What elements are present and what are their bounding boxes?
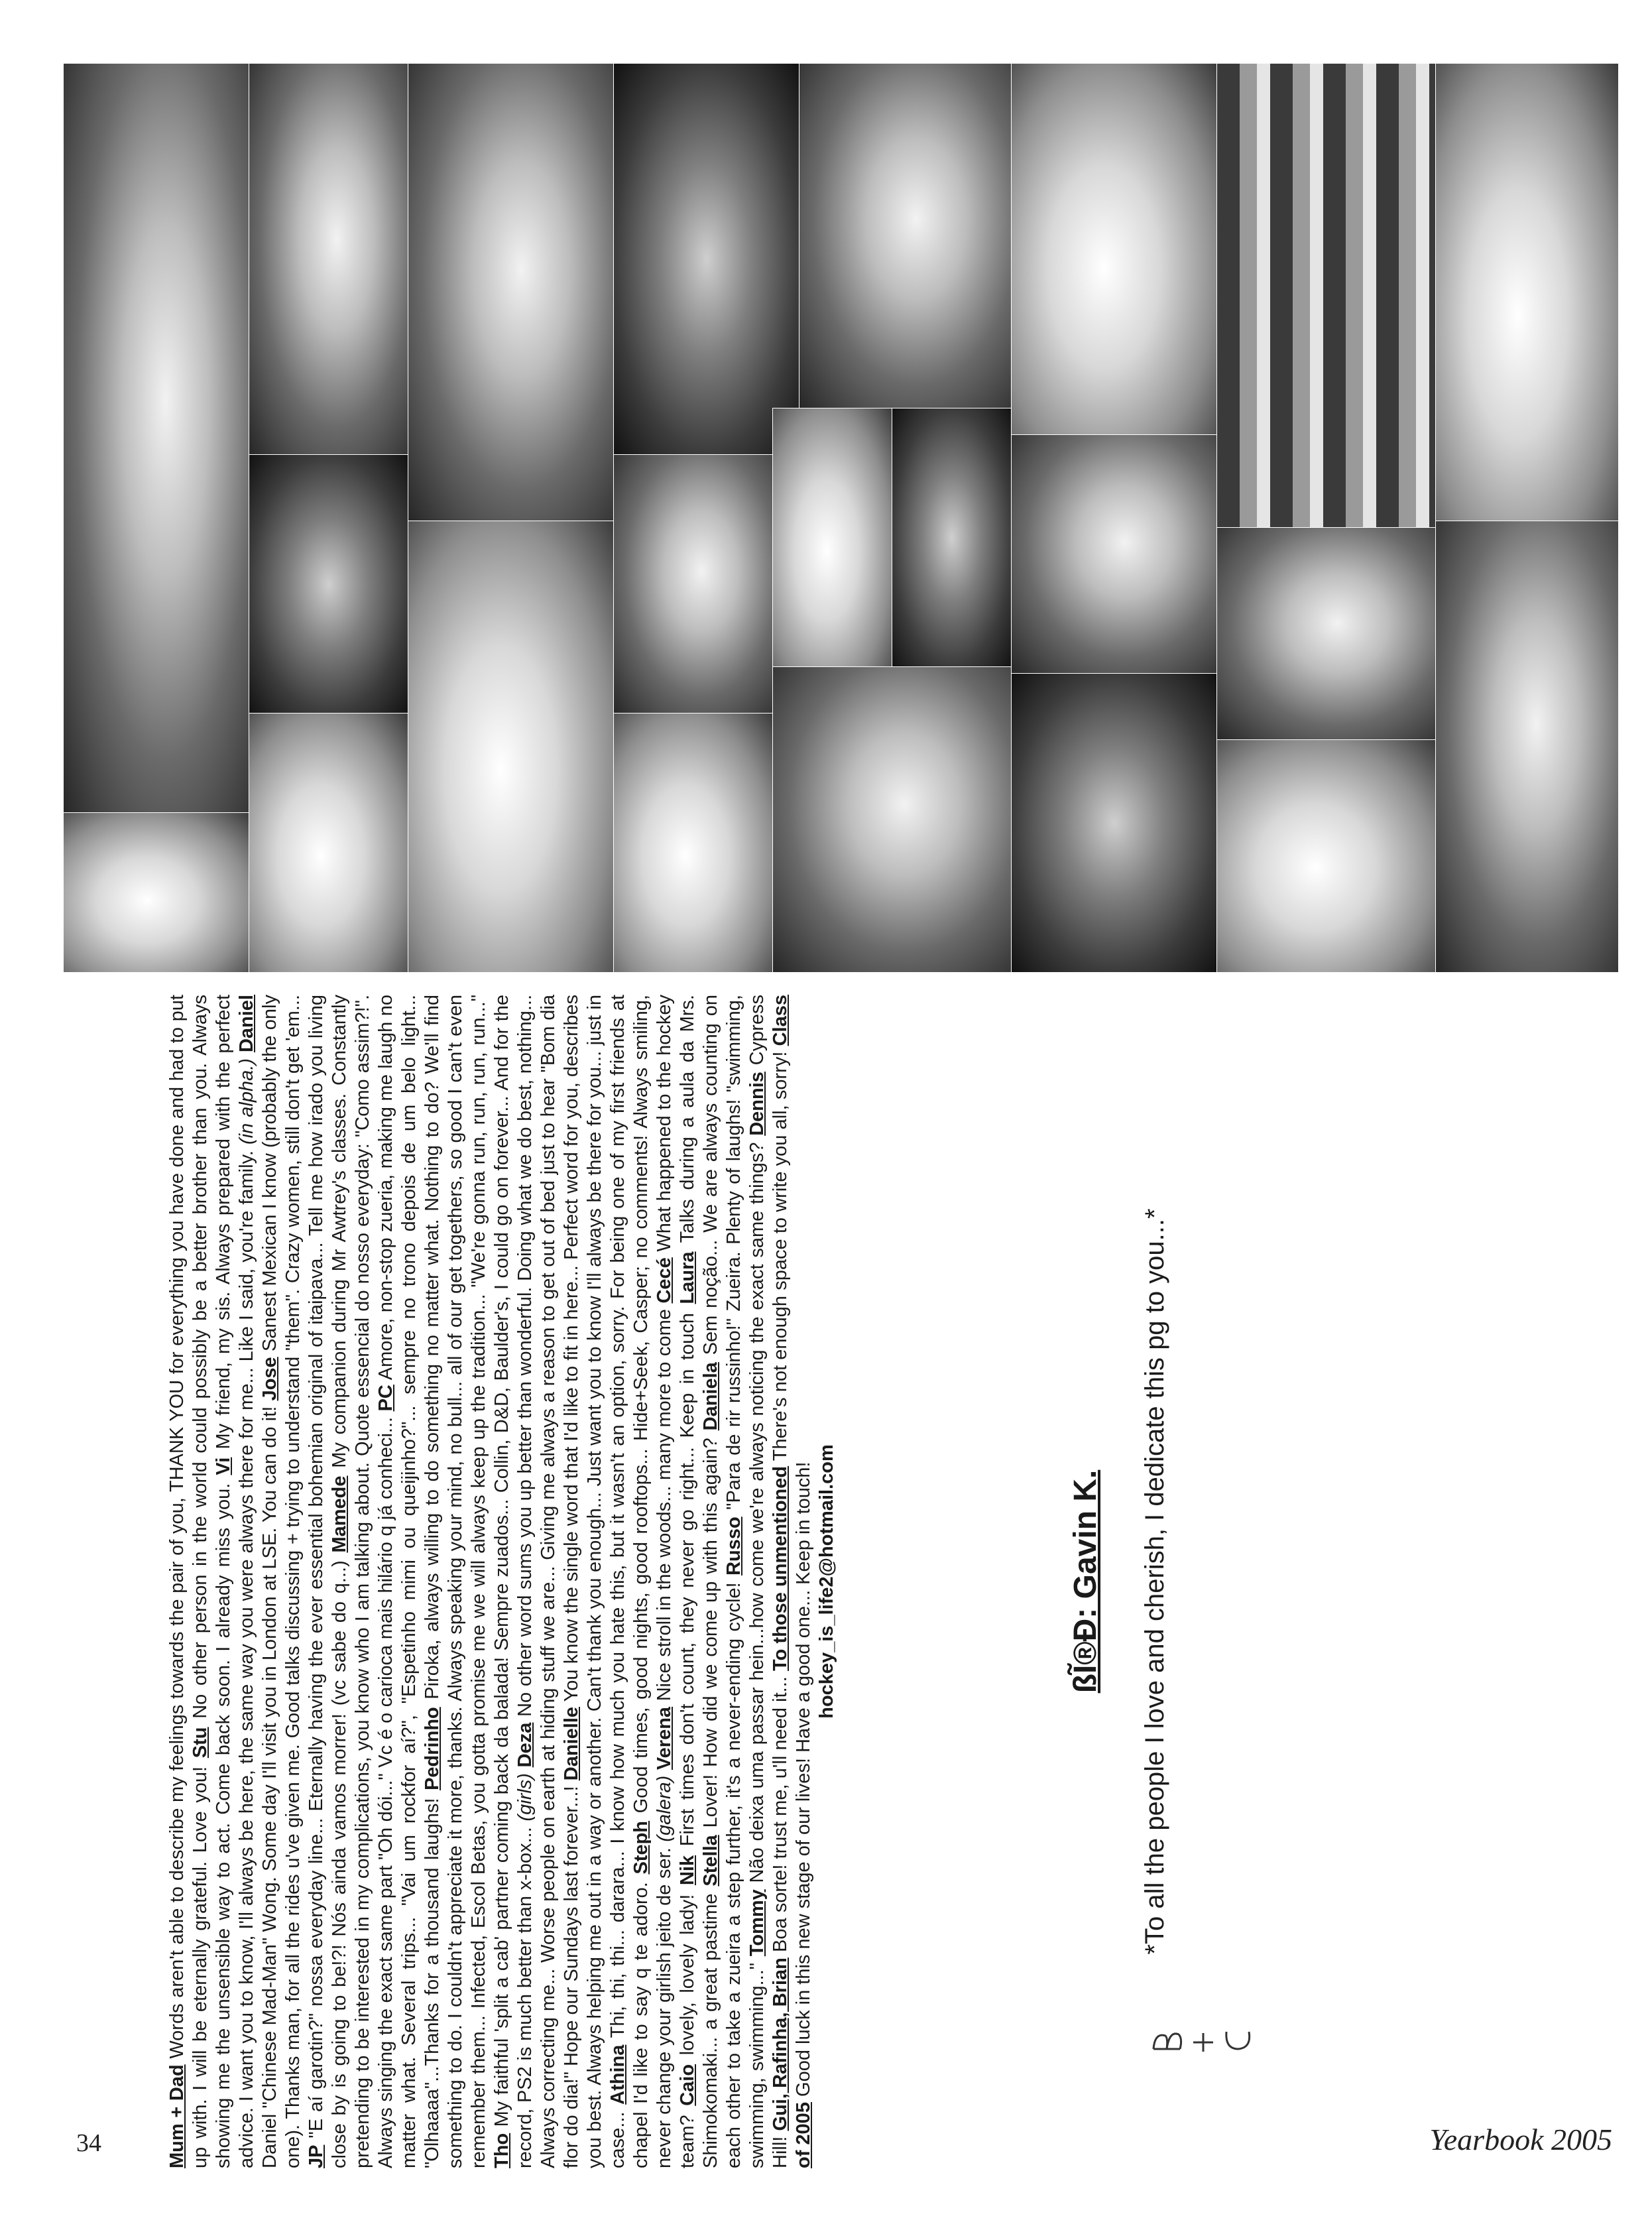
message-text: No other person in the world could possibly be a better brother than you. Always showing me the unsensible way to act. Come back soon. I already miss you. bbox=[190, 995, 234, 2168]
photo bbox=[1435, 63, 1619, 522]
name-label: Tho bbox=[491, 2133, 512, 2168]
photo bbox=[63, 63, 250, 814]
message-text: My companion during Mr Awtrey's classes. Constantly pretending to be interested in my complications, you know who I am talking about. Quote essencial do nosso everyday: "Como assim?!". Always singing the exact same part "Oh dói..." Vc é o carioca mais hilário q já conheci... bbox=[329, 995, 396, 2168]
message-text: lovely, lovely lady! bbox=[677, 1885, 698, 2064]
name-label: Laura bbox=[677, 1251, 698, 1304]
name-label: Daniela bbox=[700, 1362, 721, 1431]
message-text: "E aí garotin?" nossa everyday line... Eternally having the ever essential bohemian original of itaipava... Tell me how irado you living close by is going to be!?! Nós ainda vamos morrer! (vc sabe do q...) bbox=[306, 995, 350, 2168]
name-label: JP bbox=[306, 2144, 327, 2168]
photo bbox=[1011, 673, 1218, 973]
name-label: Deza bbox=[514, 1722, 536, 1768]
message-text: Não deixa uma passar hein...how come we're always noticing the exact same things? bbox=[746, 1135, 768, 1890]
name-label: Steph bbox=[630, 1820, 652, 1875]
message-text: Nice stroll in the woods... many more to come bbox=[654, 1303, 675, 1707]
name-label: Tommy bbox=[746, 1889, 768, 1957]
message-text: No other word sums you up better than wonderful. Doing what we do best, nothing... Always correcting me... Worse people on earth at hiding stuff we are... Giving me always a reason to get out of bed just to hear "Bom dia flor do dia!" Hope our Sundays last forever...! bbox=[514, 995, 582, 2168]
group-photo bbox=[1216, 63, 1437, 528]
name-label: PC bbox=[375, 1385, 396, 1412]
name-label: Jose bbox=[259, 1357, 280, 1401]
message-text: Lover! How did we come up with this again? bbox=[700, 1430, 721, 1835]
message-text: Sem noção... We are always counting on each other to take a zueira a step further, it's a never-ending cycle! bbox=[700, 995, 744, 2168]
email-signature: hockey_is_life2@hotmail.com bbox=[816, 1444, 837, 1719]
name-label: Russo bbox=[723, 1517, 744, 1576]
message-text: Good times, good nights, good rooftops... Hide+Seek, Casper; no comments! Always smiling, never change your girlish jeito de ser. bbox=[630, 995, 675, 2168]
message-text: Amore, non-stop zueria, making me laugh no matter what. Several trips... "Vai um rockfor aí?", "Espetinho mimi ou queijinho?"... sempre no trono depois de um belo light... "Olhaaaa"...Thanks for a thousand laughs! bbox=[375, 995, 443, 2168]
photo bbox=[613, 713, 774, 973]
photo bbox=[249, 63, 409, 456]
name-label: Daniel bbox=[236, 995, 257, 1053]
footer-title: Yearbook 2005 bbox=[1429, 2123, 1612, 2156]
message-area bbox=[166, 995, 1260, 2168]
photo bbox=[1216, 739, 1437, 973]
photo bbox=[249, 713, 409, 973]
photo bbox=[1011, 434, 1218, 674]
photo-collage bbox=[63, 63, 1618, 971]
name-label: Verena bbox=[654, 1706, 675, 1770]
name-label: Danielle bbox=[561, 1706, 582, 1781]
message-text: My friend, my sis. Always prepared with the perfect advice. I want you to know, I'll always be here, the same way you were always there for me... Like I said, you're family. bbox=[213, 995, 257, 2168]
message-text: Boa sorte! trust me, u'll need it... bbox=[770, 1670, 791, 1958]
name-label: Stella bbox=[700, 1835, 721, 1887]
name-label: Mamede bbox=[329, 1475, 350, 1553]
message-note: (in alpha.) bbox=[236, 1058, 257, 1145]
photo bbox=[1011, 63, 1218, 436]
message-body bbox=[166, 995, 1028, 2168]
message-text: Daniel "Chinese Mad-Man" Wong. Some day I'll visit you in London at LSE. You can do it! bbox=[259, 1400, 280, 2168]
photo bbox=[408, 63, 615, 522]
message-text: "Para de rir russinho!" Zueira. Plenty of laughs! "swimming, swimming, swimming..." bbox=[723, 995, 768, 2168]
name-label: Nik bbox=[677, 1855, 698, 1886]
name-label: Vi bbox=[213, 1457, 234, 1475]
name-label: Dennis bbox=[746, 1072, 768, 1136]
message-text: Sanest Mexican I know (probably the only one). Thanks man, for all the rides u've given me. Good talks discussing + trying to understand "them". Crazy women, still don't get 'em... bbox=[259, 995, 304, 2168]
photo bbox=[772, 408, 893, 668]
photo bbox=[892, 408, 1012, 668]
message-text: Words aren't able to describe my feelings towards the pair of you, THANK YOU for everything you have done and had to put up with. I will be eternally grateful. Love you! bbox=[166, 995, 211, 2168]
page-heading: ßĨ®Ð: Gavin K. bbox=[1068, 1469, 1103, 1694]
name-label: Class of 2005 bbox=[770, 995, 814, 2168]
name-label: Cecé bbox=[654, 1257, 675, 1304]
name-label: Pedrinho bbox=[422, 1707, 443, 1790]
handwritten-initials bbox=[1147, 1996, 1260, 2062]
name-label: Gui, Rafinha, Brian bbox=[770, 1957, 791, 2131]
photo bbox=[613, 454, 774, 714]
name-label: Mum + Dad bbox=[166, 2064, 188, 2168]
message-text: Piroka, always willing to do something no matter what. Nothing to do? We'll find something to do. I couldn't appreciate it more, thanks. Always speaking your mind, no bull... all of our get togethers, so good I can't even remember them... Infected, Escol Betas, you gotta promise me we will always keep up the tradition... "We're gonna run, run, run, run..." bbox=[422, 995, 489, 2168]
photo bbox=[1216, 527, 1437, 741]
message-text: First times don't count, they never go right... Keep in touch bbox=[677, 1304, 698, 1855]
message-text: Good luck in this new stage of our lives! Have a good one... Keep in touch! bbox=[793, 1461, 814, 2103]
photo bbox=[799, 63, 1012, 409]
page-number: 34 bbox=[76, 2129, 101, 2157]
message-text: Talks during a aula da Mrs. Shimokomaki... a great pastime bbox=[677, 995, 721, 2168]
name-label: Athina bbox=[607, 2044, 628, 2105]
photo bbox=[408, 521, 615, 973]
message-text: What happened to the hockey team? bbox=[654, 995, 698, 2168]
name-label: To those unmentioned bbox=[770, 1465, 791, 1671]
message-note: (girls) bbox=[514, 1773, 536, 1822]
message-text: My faithful 'split a cab' partner coming back da balada! Sempre zuados... Collin, D&D, Baulder's, I could go on forever... And for the record, PS2 is much better than x-box... bbox=[491, 995, 536, 2168]
message-text: You know the single word that I'd like to fit in here... Perfect word for you, describes you best. Always helping me out in a way or another. Can't thank you enough... Just want you to know I'll always be there for you... just in case... bbox=[561, 995, 628, 2168]
message-text: There's not enough space to write you all, sorry! bbox=[770, 1046, 791, 1466]
message-text: Cypress Hill! bbox=[746, 995, 791, 2168]
name-label: Caio bbox=[677, 2064, 698, 2106]
photo bbox=[63, 812, 250, 973]
photo bbox=[772, 666, 1012, 973]
photo bbox=[249, 454, 409, 714]
message-text: Thi, thi, thi... darara... I know how much you hate this, but it wasn't an option, sorry. For being one of my first friends at chapel I'd like to say q te adoro. bbox=[607, 995, 652, 2168]
name-label: Stu bbox=[190, 1727, 211, 1759]
message-note: (galera) bbox=[654, 1775, 675, 1842]
photo bbox=[613, 63, 800, 456]
photo bbox=[1435, 521, 1619, 973]
rotated-text-block bbox=[166, 995, 1260, 2168]
dedication-line: *To all the people I love and cherish, I dedicate this pg to you...* bbox=[1140, 1208, 1169, 1955]
